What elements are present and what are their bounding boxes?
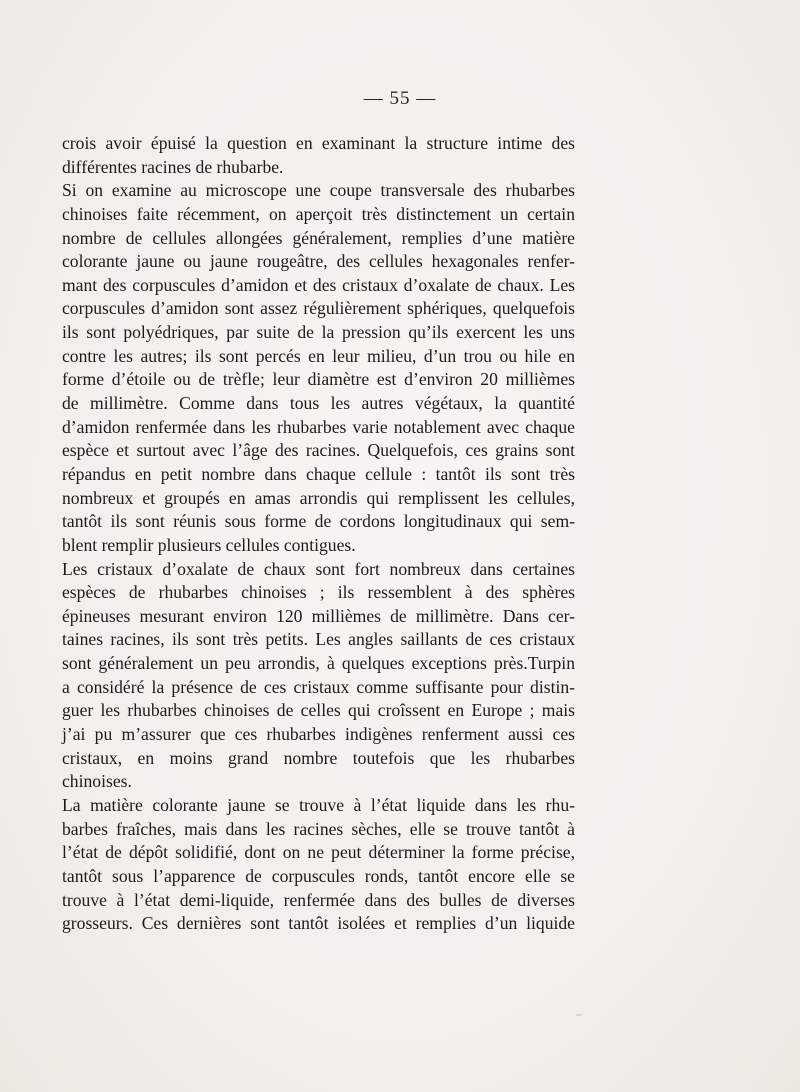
- page-number: — 55 —: [363, 88, 437, 109]
- text-line: d’amidon renfermée dans les rhubarbes varie notablement avec chaque: [62, 416, 575, 437]
- text-line: blent remplir plusieurs cellules contigues.: [62, 534, 356, 555]
- paper-speck: [576, 1014, 582, 1016]
- text-line: de millimètre. Comme dans tous les autres végétaux, la quantité: [62, 393, 575, 414]
- text-line: grosseurs. Ces dernières sont tantôt isolées et remplies d’un liquide: [62, 913, 575, 934]
- text-line: guer les rhubarbes chinoises de celles qui croîssent en Europe ; mais: [62, 700, 575, 721]
- text-line: l’état de dépôt solidifié, dont on ne peut déterminer la forme précise,: [62, 842, 575, 863]
- text-line: corpuscules d’amidon sont assez régulièrement sphériques, quelquefois: [62, 298, 575, 319]
- text-line: Les cristaux d’oxalate de chaux sont fort nombreux dans certaines: [62, 558, 575, 579]
- text-line: répandus en petit nombre dans chaque cellule : tantôt ils sont très: [62, 463, 575, 484]
- text-line: mant des corpuscules d’amidon et des cristaux d’oxalate de chaux. Les: [62, 274, 575, 295]
- text-line: colorante jaune ou jaune rougeâtre, des cellules hexagonales renfer-: [62, 251, 575, 272]
- text-line: contre les autres; ils sont percés en leur milieu, d’un trou ou hile en: [62, 345, 575, 366]
- text-line: tantôt ils sont réunis sous forme de cordons longitudinaux qui sem-: [62, 511, 575, 532]
- text-line: épineuses mesurant environ 120 millièmes de millimètre. Dans cer-: [62, 605, 575, 626]
- text-line: espèces de rhubarbes chinoises ; ils ressemblent à des sphères: [62, 582, 575, 603]
- text-line: espèce et surtout avec l’âge des racines. Quelquefois, ces grains sont: [62, 440, 575, 461]
- text-line: nombreux et groupés en amas arrondis qui remplissent les cellules,: [62, 487, 575, 508]
- text-line: crois avoir épuisé la question en examinant la structure intime des: [62, 133, 575, 153]
- text-line: ils sont polyédriques, par suite de la pression qu’ils exercent les uns: [62, 322, 575, 343]
- text-line: forme d’étoile ou de trèfle; leur diamètre est d’environ 20 millièmes: [62, 369, 575, 390]
- body-text: [62, 132, 575, 936]
- text-line: sont généralement un peu arrondis, à quelques exceptions près.Turpin: [62, 653, 575, 674]
- text-line: a considéré la présence de ces cristaux comme suffisante pour distin-: [62, 676, 575, 697]
- text-line: différentes racines de rhubarbe.: [62, 156, 284, 177]
- text-line: La matière colorante jaune se trouve à l’état liquide dans les rhu-: [62, 794, 575, 815]
- text-line: chinoises.: [62, 771, 132, 792]
- text-line: chinoises faite récemment, on aperçoit très distinctement un certain: [62, 203, 575, 224]
- text-line: tantôt sous l’apparence de corpuscules ronds, tantôt encore elle se: [62, 865, 575, 886]
- text-line: taines racines, ils sont très petits. Les angles saillants de ces cristaux: [62, 629, 575, 650]
- text-line: barbes fraîches, mais dans les racines sèches, elle se trouve tantôt à: [62, 818, 575, 839]
- text-line: Si on examine au microscope une coupe transversale des rhubarbes: [62, 180, 575, 201]
- text-line: cristaux, en moins grand nombre toutefois que les rhubarbes: [62, 747, 575, 768]
- text-line: nombre de cellules allongées généralement, remplies d’une matière: [62, 227, 575, 248]
- text-line: trouve à l’état demi-liquide, renfermée dans des bulles de diverses: [62, 889, 575, 910]
- text-line: j’ai pu m’assurer que ces rhubarbes indigènes renferment aussi ces: [62, 724, 575, 745]
